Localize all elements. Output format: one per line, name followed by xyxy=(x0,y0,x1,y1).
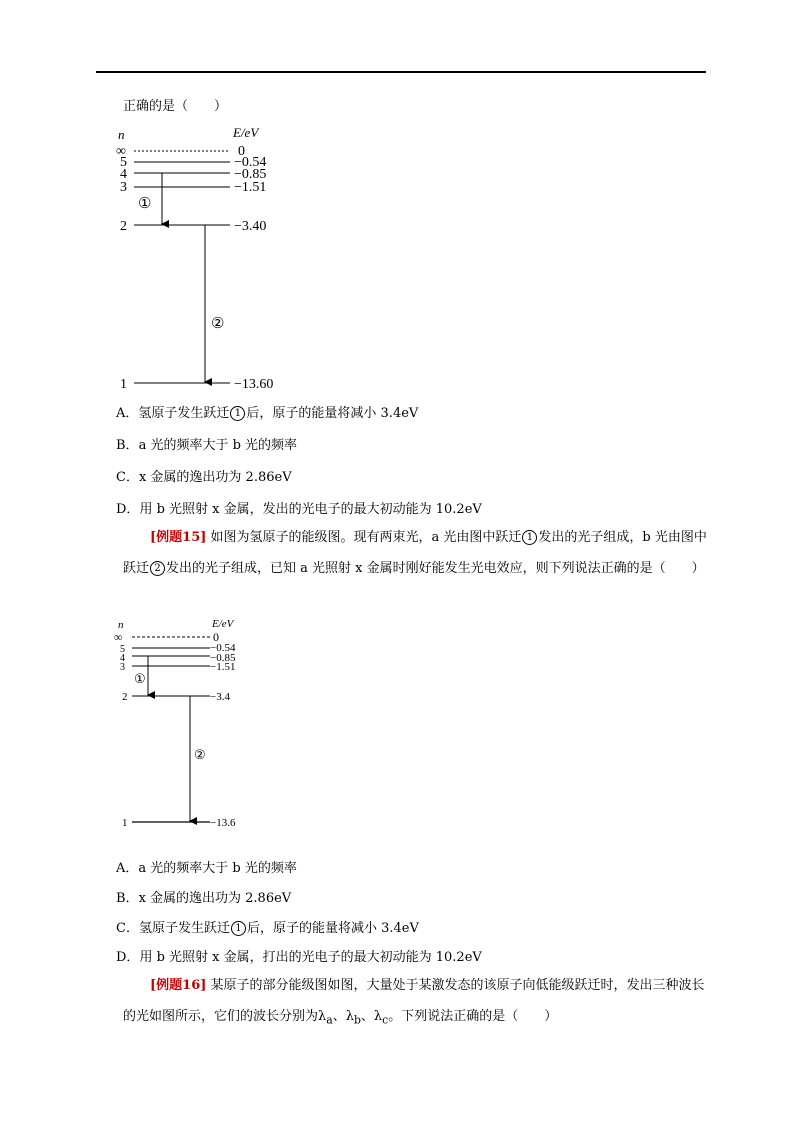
header-rule xyxy=(96,71,706,73)
level-n-label: ∞ xyxy=(116,144,126,159)
option-b[interactable]: B．a 光的频率大于 b 光的频率 xyxy=(116,438,298,453)
level-n-label: 5 xyxy=(120,644,125,655)
level-n-label: 2 xyxy=(122,691,128,703)
level-inf xyxy=(114,630,219,644)
level-n-label: 4 xyxy=(120,167,127,182)
level-n-label: ∞ xyxy=(114,630,123,644)
level-energy-label: −0.54 xyxy=(234,155,267,170)
level-1 xyxy=(122,817,236,829)
option-a[interactable]: A．a 光的频率大于 b 光的频率 xyxy=(116,861,297,876)
level-n-label: 4 xyxy=(120,653,125,664)
level-energy-label: −1.51 xyxy=(234,180,267,195)
level-energy-label: −13.6 xyxy=(210,817,236,829)
transition-label-2: ② xyxy=(194,747,206,762)
level-energy-label: 0 xyxy=(238,144,245,159)
example-15-question: [例题15] 如图为氢原子的能级图。现有两束光，a 光由图中跃迁 1 发出的光子组成，b 光由图中跃迁 2 发出的光子组成，已知 a 光照射 x 金属时刚好能发生光电效应，则下列说法正确的是（ ） xyxy=(123,530,707,576)
energy-axis-label: E/eV xyxy=(233,125,259,140)
transition-label-2: ② xyxy=(211,316,225,332)
level-energy-label: 0 xyxy=(213,630,219,644)
circled-number: 1 xyxy=(231,921,246,936)
energy-level-diagram-1 xyxy=(100,120,320,395)
level-energy-label: −0.85 xyxy=(210,652,236,664)
level-n-label: 2 xyxy=(120,219,127,234)
circled-number: 1 xyxy=(522,530,537,545)
example-tag: [例题16] xyxy=(150,978,207,993)
option-a[interactable]: A．氢原子发生跃迁 1 后，原子的能量将减小 3.4eV xyxy=(116,406,419,421)
transition-label-1: ① xyxy=(138,196,152,212)
example-16-question: [例题16] 某原子的部分能级图如图，大量处于某激发态的该原子向低能级跃迁时，发出三种波长的光如图所示，它们的波长分别为$\lambda_a$、$\lambda_b$、$\lambda_c$。下列说法正确的是（ ） xyxy=(123,978,705,1027)
option-c[interactable]: C．x 金属的逸出功为 2.86eV xyxy=(116,470,292,485)
level-2 xyxy=(122,691,230,703)
level-1 xyxy=(120,377,273,392)
level-n-label: 1 xyxy=(120,377,127,392)
n-axis-label: n xyxy=(118,619,124,631)
n-axis-label: n xyxy=(118,127,125,142)
level-energy-label: −0.54 xyxy=(210,642,236,654)
level-n-label: 3 xyxy=(120,180,127,195)
level-energy-label: −3.4 xyxy=(210,691,230,703)
option-d[interactable]: D．用 b 光照射 x 金属，打出的光电子的最大初动能为 10.2eV xyxy=(116,950,482,965)
level-3 xyxy=(120,180,266,195)
level-energy-label: −1.51 xyxy=(210,661,236,673)
circled-number: 1 xyxy=(230,406,245,421)
energy-level-diagram-2 xyxy=(110,615,290,835)
level-inf xyxy=(116,144,245,159)
circled-number: 2 xyxy=(150,561,165,576)
option-c[interactable]: C．氢原子发生跃迁 1 后，原子的能量将减小 3.4eV xyxy=(116,921,419,936)
level-n-label: 5 xyxy=(120,155,127,170)
level-n-label: 3 xyxy=(120,662,125,673)
example-tag: [例题15] xyxy=(150,530,207,545)
option-b[interactable]: B．x 金属的逸出功为 2.86eV xyxy=(116,891,292,906)
energy-axis-label: E/eV xyxy=(212,618,234,630)
transition-label-1: ① xyxy=(134,671,146,686)
level-energy-label: −13.60 xyxy=(234,377,274,392)
level-n-label: 1 xyxy=(122,817,128,829)
question-stem: 正确的是（ ） xyxy=(123,99,228,114)
option-d[interactable]: D．用 b 光照射 x 金属，发出的光电子的最大初动能为 10.2eV xyxy=(116,502,482,517)
level-energy-label: −3.40 xyxy=(234,219,267,234)
level-2 xyxy=(120,219,266,234)
level-energy-label: −0.85 xyxy=(234,167,267,182)
